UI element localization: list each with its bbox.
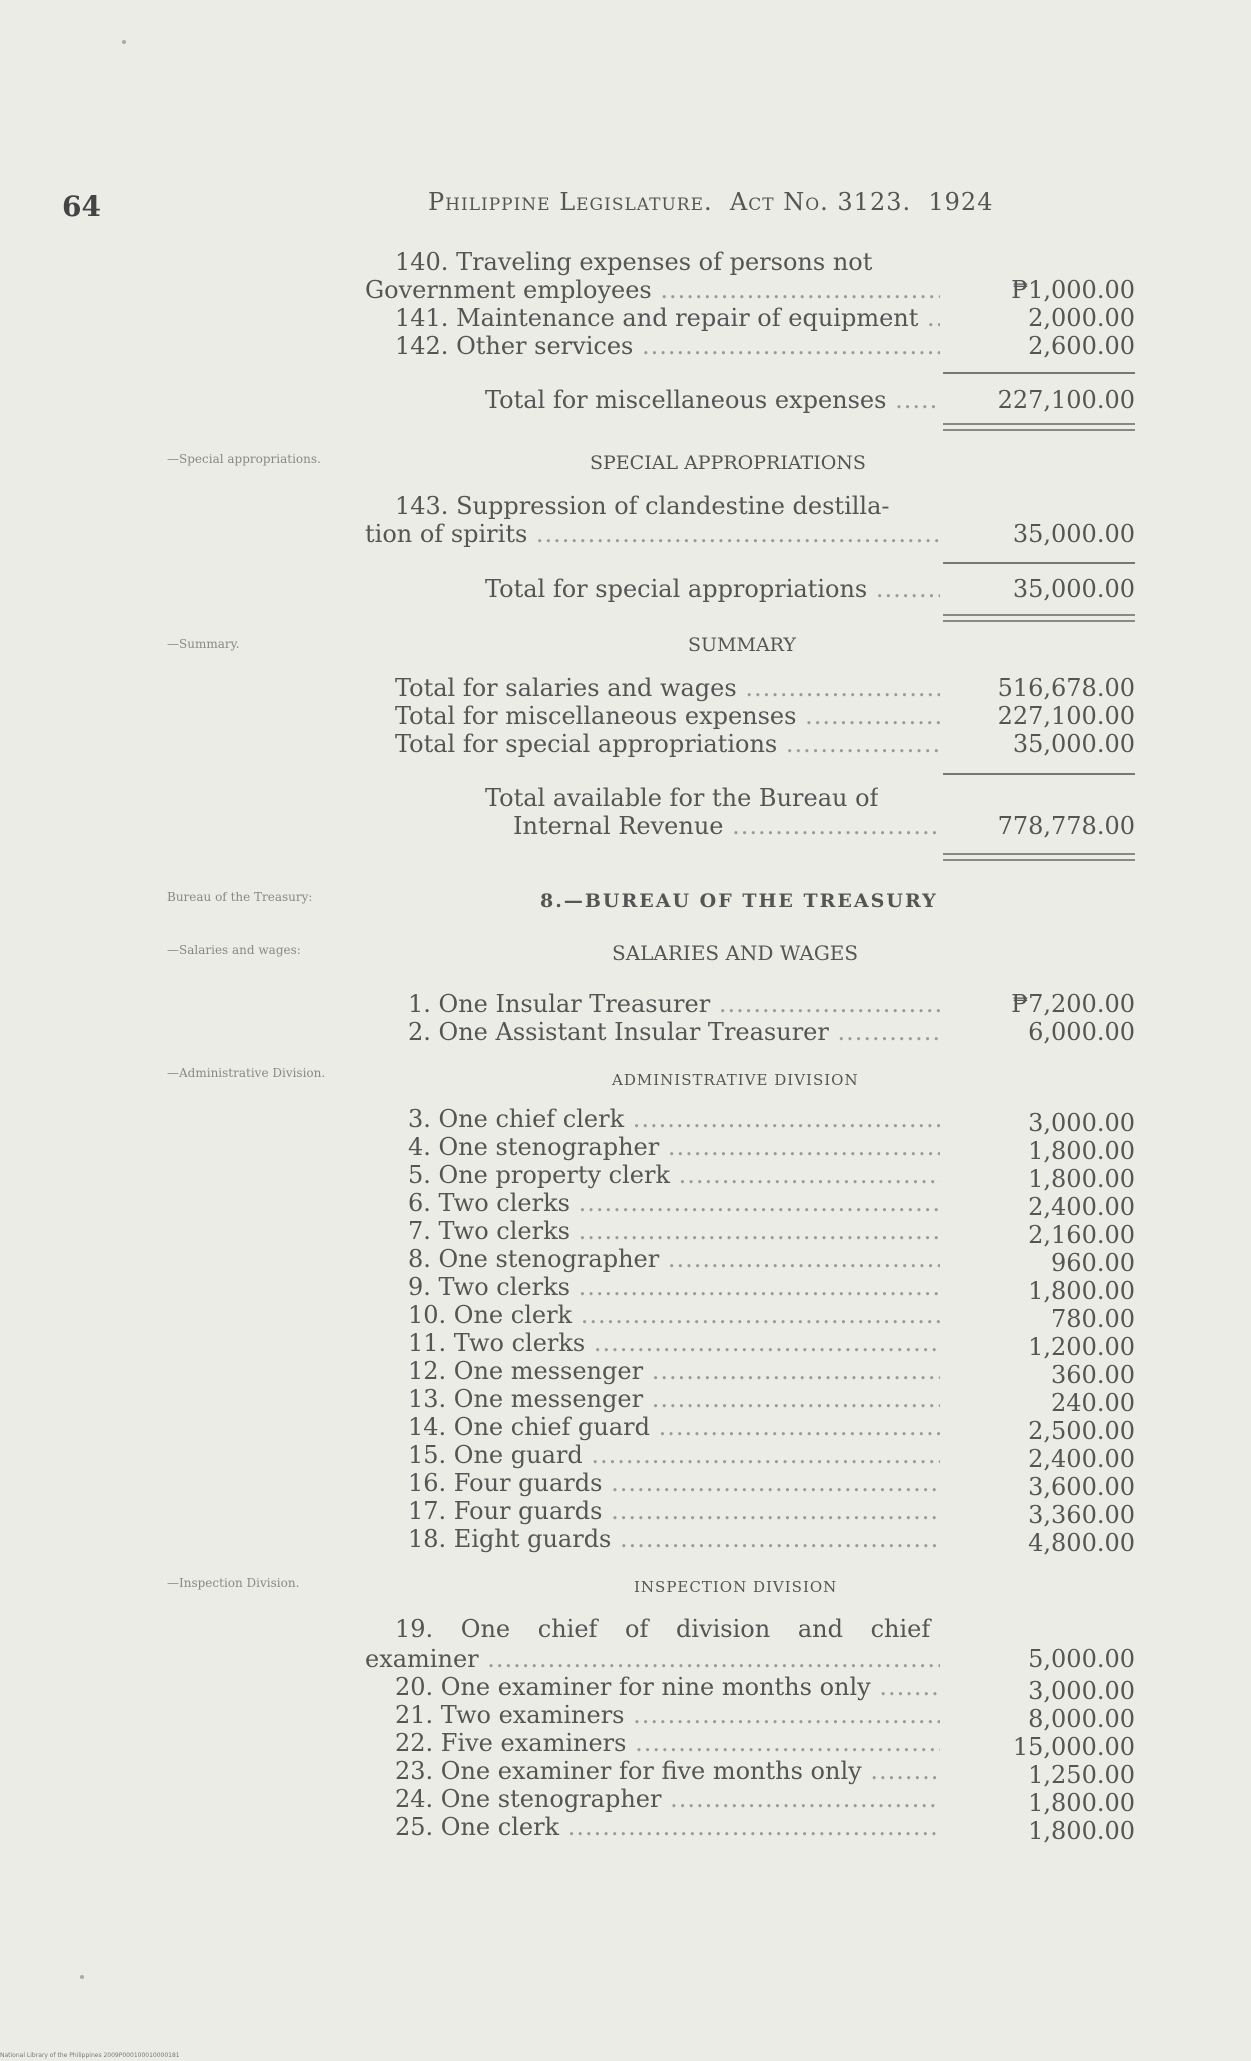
running-head [428,188,993,216]
subtotal-rule [943,773,1135,775]
line-item-label: 20. One examiner for nine months only ..... [395,1673,940,1701]
line-item-row [365,1813,1135,1845]
line-item-row [365,1189,1135,1221]
line-item-amount: 1,200.00 [1028,1333,1135,1361]
line-item-row [365,1701,1135,1733]
line-item-row [365,1497,1135,1529]
line-item-row [365,1329,1135,1361]
line-item-amount: 4,800.00 [1028,1529,1135,1557]
item-142: 142. Other services ..... 2,600.00 [365,332,1135,360]
line-item-label: 8. One stenographer ..... [408,1245,940,1273]
admin-heading: ADMINISTRATIVE DIVISION [612,1071,859,1089]
summary-row: Total for salaries and wages ..... 516,678.00 [365,674,1135,702]
margin-note-summary: —Summary. [167,637,240,651]
summary-row: Total for miscellaneous expenses ..... 227,100.00 [365,702,1135,730]
item-140-line2: Government employees ..... ₱1,000.00 [365,276,1135,304]
line-item-amount: 1,800.00 [1028,1817,1135,1845]
line-item-row [365,1273,1135,1305]
line-item-label: 11. Two clerks ..... [408,1329,940,1357]
item-143-line1: 143. Suppression of clandestine destilla- [395,492,890,520]
line-item-amount: 1,800.00 [1028,1789,1135,1817]
line-item-label: 15. One guard ..... [408,1441,940,1469]
grand-total-line1: Total available for the Bureau of [485,784,879,812]
salary-row: 1. One Insular Treasurer ..... ₱7,200.00 [365,990,1135,1018]
line-item-row [365,1469,1135,1501]
summary-heading: SUMMARY [688,634,796,656]
line-item-label: 9. Two clerks ..... [408,1273,940,1301]
line-item-label: 24. One stenographer ..... [395,1785,940,1813]
margin-note-inspection: —Inspection Division. [167,1576,300,1590]
line-item-label: 12. One messenger ..... [408,1357,940,1385]
line-item-amount: 3,360.00 [1028,1501,1135,1529]
line-item-label: 6. Two clerks ..... [408,1189,940,1217]
line-item-label: 23. One examiner for five months only ..... [395,1757,940,1785]
total-double-rule [943,853,1135,861]
line-item-amount: 2,400.00 [1028,1193,1135,1221]
line-item-amount: 360.00 [1051,1361,1135,1389]
line-item-amount: 2,160.00 [1028,1221,1135,1249]
grand-total-line2: Internal Revenue ..... 778,778.00 [365,812,1135,840]
line-item-label: 13. One messenger ..... [408,1385,940,1413]
line-item-row [365,1105,1135,1137]
line-item-row [365,1785,1135,1817]
line-item-label: 22. Five examiners ..... [395,1729,940,1757]
line-item-amount: 780.00 [1051,1305,1135,1333]
misc-total: Total for miscellaneous expenses ..... 227,100.00 [365,386,1135,414]
line-item-row [365,1729,1135,1761]
line-item-label: 14. One chief guard ..... [408,1413,940,1441]
line-item-label: 10. One clerk ..... [408,1301,940,1329]
line-item-row [365,1301,1135,1333]
line-item-label: 17. Four guards ..... [408,1497,940,1525]
running-head-year: 1924 [928,188,994,216]
line-item-row [365,1525,1135,1557]
item-140-line1: 140. Traveling expenses of persons not [395,248,873,276]
line-item-label: 4. One stenographer ..... [408,1133,940,1161]
line-item-row [365,1161,1135,1193]
line-item-amount: 8,000.00 [1028,1705,1135,1733]
line-item-label: 7. Two clerks ..... [408,1217,940,1245]
special-total: Total for special appropriations ..... 35,000.00 [365,575,1135,603]
item-19-line2: examiner ..... 5,000.00 [365,1645,1135,1673]
subtotal-rule [943,562,1135,564]
line-item-amount: 3,000.00 [1028,1109,1135,1137]
line-item-label: 5. One property clerk ..... [408,1161,940,1189]
line-item-amount: 3,600.00 [1028,1473,1135,1501]
line-item-row [365,1357,1135,1389]
item-143-line2: tion of spirits ..... 35,000.00 [365,520,1135,548]
line-item-row [365,1441,1135,1473]
page-number: 64 [62,190,101,223]
inspection-heading: INSPECTION DIVISION [634,1578,838,1596]
line-item-amount: 1,800.00 [1028,1137,1135,1165]
line-item-label: 16. Four guards ..... [408,1469,940,1497]
scan-speck [80,1975,84,1979]
line-item-amount: 3,000.00 [1028,1677,1135,1705]
margin-note-admin: —Administrative Division. [167,1066,326,1080]
section-heading: 8.—BUREAU OF THE TREASURY [540,890,938,912]
line-item-label: 18. Eight guards ..... [408,1525,940,1553]
line-item-row [365,1413,1135,1445]
item-19-line1: 19. One chief of division and chief [395,1615,931,1643]
scan-speck [122,40,126,44]
running-head-title: Philippine Legislature. [428,188,713,216]
total-double-rule [943,614,1135,622]
line-item-row [365,1385,1135,1417]
line-item-label: 21. Two examiners ..... [395,1701,940,1729]
running-head-act: Act No. 3123. [729,188,912,216]
salaries-heading: SALARIES AND WAGES [612,941,859,965]
summary-row: Total for special appropriations ..... 35,000.00 [365,730,1135,758]
margin-note-special: —Special appropriations. [167,452,321,466]
margin-note-salaries: —Salaries and wages: [167,943,301,957]
line-item-amount: 960.00 [1051,1249,1135,1277]
line-item-row [365,1757,1135,1789]
line-item-amount: 1,800.00 [1028,1277,1135,1305]
total-double-rule [943,423,1135,431]
scan-credit: National Library of the Philippines 2009P000100010000181 [0,2052,180,2059]
margin-note-treasury: Bureau of the Treasury: [167,890,313,904]
line-item-amount: 2,400.00 [1028,1445,1135,1473]
line-item-row [365,1673,1135,1705]
special-heading: SPECIAL APPROPRIATIONS [590,452,866,474]
subtotal-rule [943,372,1135,374]
line-item-amount: 1,800.00 [1028,1165,1135,1193]
line-item-amount: 240.00 [1051,1389,1135,1417]
line-item-label: 3. One chief clerk ..... [408,1105,940,1133]
line-item-label: 25. One clerk ..... [395,1813,940,1841]
line-item-row [365,1217,1135,1249]
line-item-amount: 1,250.00 [1028,1761,1135,1789]
line-item-amount: 15,000.00 [1012,1733,1135,1761]
item-141: 141. Maintenance and repair of equipment ..... 2,000.00 [365,304,1135,332]
line-item-row [365,1245,1135,1277]
salary-row: 2. One Assistant Insular Treasurer ..... 6,000.00 [365,1018,1135,1046]
line-item-row [365,1133,1135,1165]
line-item-amount: 2,500.00 [1028,1417,1135,1445]
